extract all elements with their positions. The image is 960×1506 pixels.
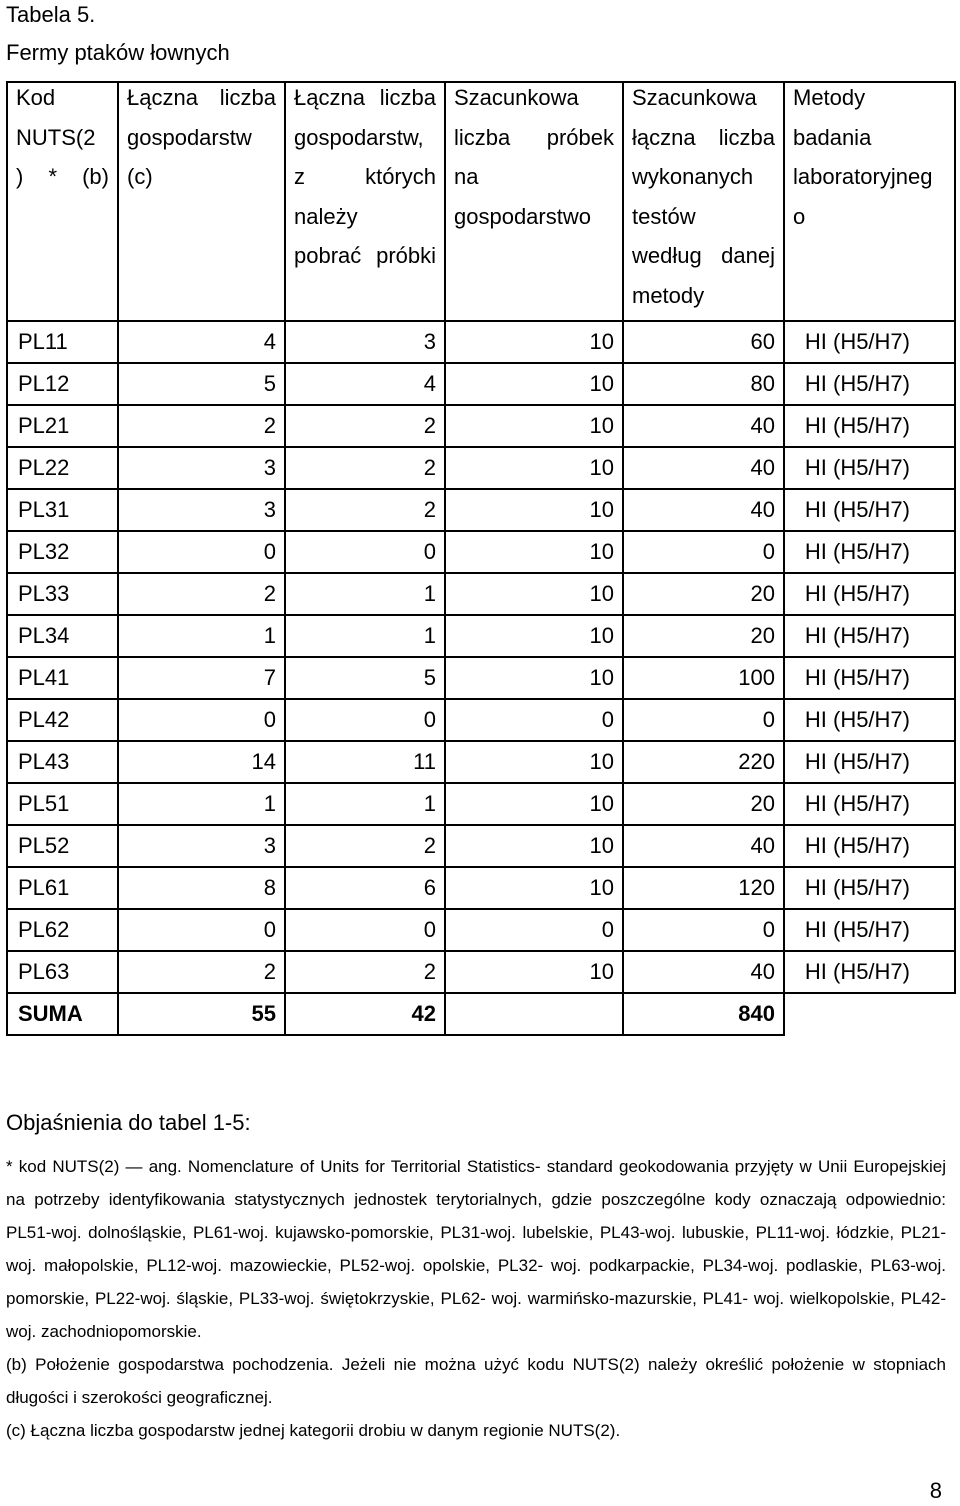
cell-total-tests: 40 (623, 447, 784, 489)
cell-total-tests: 40 (623, 405, 784, 447)
header-line: badania (793, 124, 872, 150)
cell-total-farms: 0 (118, 699, 285, 741)
cell-total-tests: 120 (623, 867, 784, 909)
table-row (7, 615, 955, 657)
header-line: według danej (632, 243, 775, 268)
sum-sampled-farms: 42 (285, 993, 445, 1035)
table-row (7, 951, 955, 993)
cell-method: HI (H5/H7) (784, 867, 955, 909)
sum-total-tests: 840 (623, 993, 784, 1035)
header-code (7, 82, 118, 321)
cell-total-farms: 3 (118, 825, 285, 867)
cell-sampled-farms: 1 (285, 615, 445, 657)
header-line: Szacunkowa (454, 85, 579, 110)
cell-total-tests: 100 (623, 657, 784, 699)
cell-method: HI (H5/H7) (784, 405, 955, 447)
table-row (7, 783, 955, 825)
sum-total-farms: 55 (118, 993, 285, 1035)
table-row (7, 909, 955, 951)
cell-code: PL63 (7, 951, 118, 993)
cell-samples-per-farm: 10 (445, 447, 623, 489)
cell-code: PL61 (7, 867, 118, 909)
cell-samples-per-farm: 10 (445, 951, 623, 993)
table-row (7, 573, 955, 615)
cell-code: PL32 (7, 531, 118, 573)
sum-method (784, 993, 955, 1035)
header-line: NUTS(2 (16, 124, 96, 150)
header-row (7, 82, 955, 321)
table-row (7, 531, 955, 573)
cell-code: PL21 (7, 405, 118, 447)
table-row (7, 489, 955, 531)
cell-samples-per-farm: 0 (445, 909, 623, 951)
cell-total-tests: 20 (623, 573, 784, 615)
cell-total-tests: 40 (623, 489, 784, 531)
sum-row (7, 993, 955, 1035)
explanations-title: Objaśnienia do tabel 1-5: (6, 1110, 251, 1135)
header-line: metody (632, 282, 705, 308)
cell-method: HI (H5/H7) (784, 321, 955, 363)
cell-sampled-farms: 5 (285, 657, 445, 699)
cell-code: PL34 (7, 615, 118, 657)
cell-total-tests: 40 (623, 825, 784, 867)
header-total-farms (118, 82, 285, 321)
header-line: Łączna liczba (294, 85, 436, 110)
cell-total-farms: 4 (118, 321, 285, 363)
cell-code: PL31 (7, 489, 118, 531)
cell-total-farms: 0 (118, 909, 285, 951)
cell-sampled-farms: 3 (285, 321, 445, 363)
header-line: należy (294, 203, 358, 229)
cell-total-farms: 1 (118, 615, 285, 657)
cell-sampled-farms: 2 (285, 825, 445, 867)
cell-total-farms: 2 (118, 951, 285, 993)
cell-samples-per-farm: 10 (445, 363, 623, 405)
cell-samples-per-farm: 10 (445, 615, 623, 657)
cell-sampled-farms: 0 (285, 699, 445, 741)
cell-total-tests: 80 (623, 363, 784, 405)
header-line: liczba próbek (454, 124, 614, 150)
header-line: łączna liczba (632, 124, 775, 150)
footnote-c: (c) Łączna liczba gospodarstw jednej kategorii drobiu w danym regionie NUTS(2). (6, 1421, 621, 1440)
cell-samples-per-farm: 10 (445, 825, 623, 867)
cell-sampled-farms: 0 (285, 909, 445, 951)
cell-code: PL51 (7, 783, 118, 825)
cell-code: PL12 (7, 363, 118, 405)
header-total-tests (623, 82, 784, 321)
cell-method: HI (H5/H7) (784, 657, 955, 699)
cell-total-tests: 0 (623, 531, 784, 573)
header-line: pobrać próbki (294, 243, 436, 268)
cell-method: HI (H5/H7) (784, 699, 955, 741)
cell-method: HI (H5/H7) (784, 447, 955, 489)
cell-samples-per-farm: 10 (445, 573, 623, 615)
cell-sampled-farms: 4 (285, 363, 445, 405)
cell-code: PL62 (7, 909, 118, 951)
cell-sampled-farms: 1 (285, 783, 445, 825)
table-row (7, 321, 955, 363)
cell-method: HI (H5/H7) (784, 783, 955, 825)
cell-method: HI (H5/H7) (784, 489, 955, 531)
header-line: gospodarstwo (454, 203, 591, 229)
cell-method: HI (H5/H7) (784, 531, 955, 573)
cell-code: PL11 (7, 321, 118, 363)
cell-total-farms: 14 (118, 741, 285, 783)
table-row (7, 657, 955, 699)
cell-total-farms: 7 (118, 657, 285, 699)
cell-samples-per-farm: 10 (445, 657, 623, 699)
cell-sampled-farms: 11 (285, 741, 445, 783)
table-row (7, 825, 955, 867)
cell-total-tests: 0 (623, 699, 784, 741)
cell-code: PL43 (7, 741, 118, 783)
header-line: Łączna liczba (127, 85, 276, 110)
cell-samples-per-farm: 10 (445, 741, 623, 783)
sum-code: SUMA (7, 993, 118, 1035)
cell-samples-per-farm: 10 (445, 489, 623, 531)
cell-method: HI (H5/H7) (784, 363, 955, 405)
cell-code: PL33 (7, 573, 118, 615)
cell-samples-per-farm: 10 (445, 867, 623, 909)
sum-samples-per-farm (445, 993, 623, 1035)
cell-total-tests: 20 (623, 783, 784, 825)
header-line: Kod (16, 85, 56, 110)
table-number: Tabela 5. (6, 2, 96, 27)
cell-method: HI (H5/H7) (784, 909, 955, 951)
cell-total-farms: 3 (118, 489, 285, 531)
cell-total-farms: 5 (118, 363, 285, 405)
header-line: wykonanych (632, 164, 754, 189)
header-sampled-farms (285, 82, 445, 321)
header-method (784, 82, 955, 321)
footnotes (6, 1150, 946, 1447)
table-row (7, 699, 955, 741)
table-row (7, 867, 955, 909)
cell-total-tests: 0 (623, 909, 784, 951)
cell-sampled-farms: 1 (285, 573, 445, 615)
cell-samples-per-farm: 10 (445, 405, 623, 447)
cell-code: PL42 (7, 699, 118, 741)
page-number: 8 (929, 1478, 942, 1503)
cell-total-farms: 1 (118, 783, 285, 825)
cell-total-tests: 20 (623, 615, 784, 657)
data-table (6, 81, 956, 1036)
cell-sampled-farms: 2 (285, 951, 445, 993)
table-row (7, 405, 955, 447)
header-line: testów (632, 203, 696, 229)
header-line: laboratoryjneg (793, 164, 933, 189)
cell-method: HI (H5/H7) (784, 825, 955, 867)
header-line: Metody (793, 85, 866, 110)
header-line: (c) (127, 164, 153, 189)
cell-code: PL41 (7, 657, 118, 699)
cell-code: PL52 (7, 825, 118, 867)
header-line: gospodarstw (127, 124, 252, 150)
cell-total-farms: 0 (118, 531, 285, 573)
table-row (7, 741, 955, 783)
header-line: o (793, 203, 806, 229)
cell-sampled-farms: 6 (285, 867, 445, 909)
cell-method: HI (H5/H7) (784, 741, 955, 783)
table-row (7, 447, 955, 489)
cell-samples-per-farm: 10 (445, 531, 623, 573)
cell-samples-per-farm: 10 (445, 321, 623, 363)
header-samples-per-farm (445, 82, 623, 321)
header-line: gospodarstw, (294, 124, 424, 150)
cell-sampled-farms: 2 (285, 489, 445, 531)
header-line: na (454, 164, 479, 189)
cell-total-farms: 2 (118, 405, 285, 447)
cell-total-tests: 60 (623, 321, 784, 363)
cell-sampled-farms: 2 (285, 447, 445, 489)
cell-total-farms: 3 (118, 447, 285, 489)
header-line: z których (294, 164, 436, 189)
header-line: ) * (b) (16, 164, 109, 189)
cell-method: HI (H5/H7) (784, 615, 955, 657)
header-line: Szacunkowa (632, 85, 757, 110)
cell-method: HI (H5/H7) (784, 951, 955, 993)
cell-method: HI (H5/H7) (784, 573, 955, 615)
cell-sampled-farms: 2 (285, 405, 445, 447)
footnote-nuts: * kod NUTS(2) — ang. Nomenclature of Units for Territorial Statistics- standard geokodowania przyjęty w Unii Europejskiej na potrzeby identyfikowania statystycznych jednostek terytorialnych, gdzie poszczególne kody oznaczają odpowiednio: PL51-woj. dolnośląskie, PL61-woj. kujawsko-pomorskie, PL31-woj. lubelskie, PL43-woj. lubuskie, PL11-woj. łódzkie, PL21-woj. małopolskie, PL12-woj. mazowieckie, PL52-woj. opolskie, PL32- woj. podkarpackie, PL34-woj. podlaskie, PL63-woj. pomorskie, PL22-woj. śląskie, PL33-woj. świętokrzyskie, PL62- woj. warmińsko-mazurskie, PL41- woj. wielkopolskie, PL42-woj. zachodniopomorskie. (6, 1157, 946, 1341)
cell-sampled-farms: 0 (285, 531, 445, 573)
cell-total-tests: 220 (623, 741, 784, 783)
cell-samples-per-farm: 10 (445, 783, 623, 825)
cell-total-tests: 40 (623, 951, 784, 993)
footnote-b: (b) Położenie gospodarstwa pochodzenia. Jeżeli nie można użyć kodu NUTS(2) należy określić położenie w stopniach długości i szerokości geograficznej. (6, 1355, 946, 1407)
table-row (7, 363, 955, 405)
cell-total-farms: 8 (118, 867, 285, 909)
cell-samples-per-farm: 0 (445, 699, 623, 741)
cell-total-farms: 2 (118, 573, 285, 615)
table-title: Fermy ptaków łownych (6, 40, 230, 65)
cell-code: PL22 (7, 447, 118, 489)
